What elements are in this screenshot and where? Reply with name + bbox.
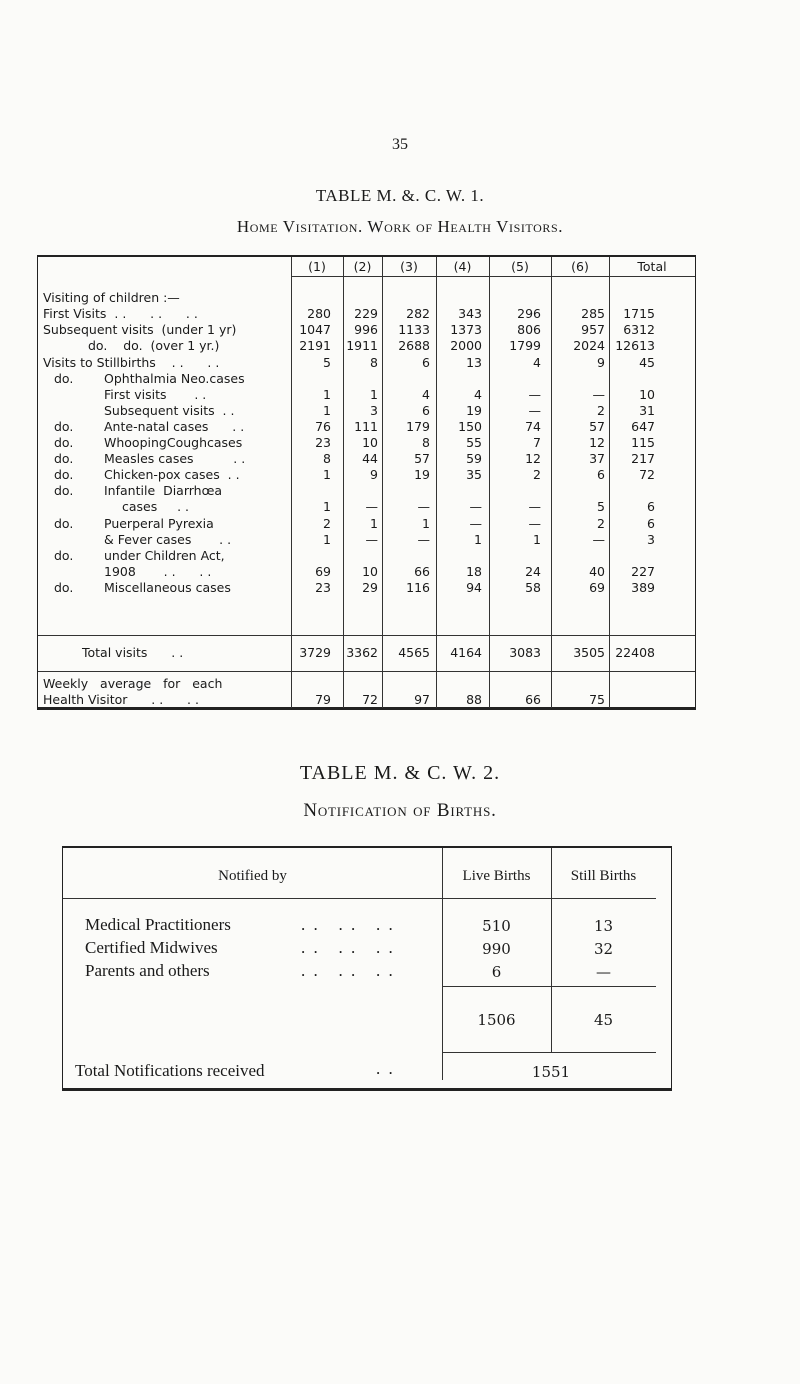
- row-label: & Fever cases . .: [104, 532, 232, 547]
- table-cell: 229: [354, 306, 378, 321]
- table-cell: 1: [323, 387, 331, 402]
- table-cell: 1: [422, 516, 430, 531]
- table-cell: 6: [647, 516, 655, 531]
- row-prefix: do.: [54, 548, 74, 563]
- row-label: Ophthalmia Neo.cases: [104, 371, 245, 386]
- table-cell: 1911: [346, 338, 378, 353]
- row-label: do. do. (over 1 yr.): [88, 338, 220, 353]
- table-cell: 8: [370, 355, 378, 370]
- column-header-still-births: Still Births: [570, 868, 637, 884]
- weekly-average-cell: 75: [589, 692, 605, 707]
- table-cell: 10: [639, 387, 655, 402]
- row-prefix: do.: [54, 483, 74, 498]
- live-births-value: 510: [482, 917, 511, 935]
- row-prefix: do.: [54, 435, 74, 450]
- table-cell: 1799: [509, 338, 541, 353]
- page-number: 35: [392, 136, 408, 153]
- table-cell: 35: [466, 467, 482, 482]
- column-header: (1): [308, 259, 326, 274]
- leader-dots: . . . . . .: [301, 938, 395, 957]
- row-prefix: do.: [54, 371, 74, 386]
- column-header: (2): [353, 259, 372, 274]
- table-cell: 1047: [299, 322, 331, 337]
- table-cell: 12: [589, 435, 605, 450]
- column-header: (3): [400, 259, 418, 274]
- table-cell: 1: [323, 499, 331, 514]
- health-visitors-table: [37, 255, 696, 710]
- table-cell: 6: [422, 403, 430, 418]
- total-visits-cell: 3729: [299, 645, 331, 660]
- row-label: Medical Practitioners: [85, 915, 231, 934]
- table-cell: 58: [525, 580, 541, 595]
- table-cell: 3: [370, 403, 378, 418]
- table-cell: —: [365, 499, 378, 514]
- subtotal-rule: [442, 986, 656, 987]
- table-cell: 227: [631, 564, 655, 579]
- total-visits-cell: 4164: [450, 645, 482, 660]
- table-cell: 45: [639, 355, 655, 370]
- table-cell: 996: [354, 322, 378, 337]
- row-label: Visits to Stillbirths . . . .: [43, 355, 220, 370]
- total-notifications-value: 1551: [531, 1063, 571, 1081]
- table-cell: 1715: [623, 306, 655, 321]
- table-cell: 18: [466, 564, 482, 579]
- table-cell: 57: [589, 419, 605, 434]
- total-visits-cell: 3083: [509, 645, 541, 660]
- leader-dots: . . . . . .: [301, 961, 395, 980]
- live-births-value: 6: [491, 963, 502, 981]
- table-cell: 12: [525, 451, 541, 466]
- live-births-value: 990: [482, 940, 511, 958]
- table-cell: 74: [525, 419, 541, 434]
- table-cell: 94: [466, 580, 482, 595]
- table-cell: 6: [422, 355, 430, 370]
- subtotal-live-births: 1506: [477, 1011, 516, 1029]
- table-cell: 2: [533, 467, 541, 482]
- table-cell: 1133: [398, 322, 430, 337]
- header-rule: [442, 898, 656, 899]
- table-cell: 2: [597, 516, 605, 531]
- row-prefix: do.: [54, 467, 74, 482]
- table-cell: 37: [589, 451, 605, 466]
- header-rule: [63, 898, 442, 899]
- table-cell: 76: [315, 419, 331, 434]
- table-cell: 57: [414, 451, 430, 466]
- notification-of-births-table: [62, 846, 672, 1091]
- table-cell: 1: [323, 467, 331, 482]
- table-cell: 10: [362, 564, 378, 579]
- table-cell: —: [417, 499, 430, 514]
- table-cell: —: [528, 387, 541, 402]
- row-label: WhoopingCoughcases: [104, 435, 243, 450]
- column-header-notified-by: Notified by: [218, 868, 287, 884]
- table-cell: 29: [362, 580, 378, 595]
- row-label: cases . .: [122, 499, 190, 514]
- table-cell: 111: [354, 419, 378, 434]
- still-births-value: 32: [593, 940, 614, 958]
- table-cell: 285: [581, 306, 605, 321]
- table-cell: 280: [307, 306, 331, 321]
- section-label: Visiting of children :—: [43, 290, 180, 305]
- table-cell: 19: [414, 467, 430, 482]
- table-cell: 1373: [450, 322, 482, 337]
- column-header: (6): [571, 259, 589, 274]
- total-rule: [38, 635, 695, 636]
- row-label: Subsequent visits (under 1 yr): [43, 322, 237, 337]
- table-cell: —: [528, 403, 541, 418]
- table-cell: —: [469, 516, 482, 531]
- table-cell: 647: [631, 419, 655, 434]
- column-header: (5): [511, 259, 529, 274]
- table-cell: 69: [589, 580, 605, 595]
- column-header: (4): [453, 259, 472, 274]
- row-prefix: do.: [54, 516, 74, 531]
- total-label: Total Notifications received: [75, 1061, 265, 1080]
- weekly-rule: [38, 671, 695, 672]
- row-label: under Children Act,: [104, 548, 225, 563]
- leader-dots: . .: [376, 1059, 395, 1078]
- table-cell: 2: [323, 516, 331, 531]
- row-label: First Visits . . . . . .: [43, 306, 198, 321]
- table-cell: 23: [315, 435, 331, 450]
- table-cell: 1: [323, 532, 331, 547]
- table-cell: 23: [315, 580, 331, 595]
- row-label: First visits . .: [104, 387, 207, 402]
- weekly-average-label: Health Visitor . . . .: [43, 692, 199, 707]
- table1-subtitle: Home Visitation. Work of Health Visitors.: [236, 217, 564, 236]
- subtotal-still-births: 45: [593, 1011, 614, 1029]
- table-cell: 115: [631, 435, 655, 450]
- row-label: Chicken-pox cases . .: [104, 467, 240, 482]
- weekly-average-cell: 66: [525, 692, 541, 707]
- table-cell: 1: [533, 532, 541, 547]
- row-label: Measles cases . .: [104, 451, 246, 466]
- table-cell: 59: [466, 451, 482, 466]
- table1-title: TABLE M. &. C. W. 1.: [315, 186, 485, 205]
- table-cell: 2191: [299, 338, 331, 353]
- table-cell: 116: [406, 580, 430, 595]
- table-cell: 5: [597, 499, 605, 514]
- table-cell: 2688: [398, 338, 430, 353]
- row-label: Certified Midwives: [85, 938, 218, 957]
- still-births-value: —: [596, 963, 611, 981]
- table-cell: 55: [466, 435, 482, 450]
- table-cell: 282: [406, 306, 430, 321]
- table-cell: 957: [581, 322, 605, 337]
- total-visits-cell: 22408: [615, 645, 655, 660]
- subtotal-rule: [442, 1052, 656, 1053]
- table-cell: 179: [406, 419, 430, 434]
- table-cell: —: [469, 499, 482, 514]
- table-cell: 40: [589, 564, 605, 579]
- row-label: Ante-natal cases . .: [104, 419, 245, 434]
- weekly-average-cell: 72: [362, 692, 378, 707]
- row-prefix: do.: [54, 419, 74, 434]
- table-cell: 2: [597, 403, 605, 418]
- table-cell: 150: [458, 419, 482, 434]
- table-cell: 3: [647, 532, 655, 547]
- column-header: Total: [637, 259, 667, 274]
- table-cell: 806: [517, 322, 541, 337]
- weekly-average-cell: 97: [414, 692, 430, 707]
- table-cell: 69: [315, 564, 331, 579]
- table-cell: 4: [422, 387, 430, 402]
- weekly-average-label: Weekly average for each: [43, 676, 223, 691]
- leader-dots: . . . . . .: [301, 915, 395, 934]
- table-cell: 19: [466, 403, 482, 418]
- table-cell: 389: [631, 580, 655, 595]
- table-cell: 4: [474, 387, 482, 402]
- table-cell: 10: [362, 435, 378, 450]
- table-cell: 1: [370, 516, 378, 531]
- table-cell: 13: [466, 355, 482, 370]
- table-cell: 66: [414, 564, 430, 579]
- table-cell: —: [528, 516, 541, 531]
- row-label: 1908 . . . .: [104, 564, 212, 579]
- table-cell: 4: [533, 355, 541, 370]
- row-prefix: do.: [54, 451, 74, 466]
- row-label: Infantile Diarrhœa: [104, 483, 223, 498]
- table-cell: 24: [525, 564, 541, 579]
- table-cell: 1: [370, 387, 378, 402]
- table-cell: 1: [323, 403, 331, 418]
- weekly-average-cell: 88: [466, 692, 482, 707]
- total-visits-cell: 4565: [398, 645, 430, 660]
- table-cell: 7: [533, 435, 541, 450]
- table2-subtitle: Notification of Births.: [303, 800, 497, 821]
- table-cell: 296: [517, 306, 541, 321]
- row-prefix: do.: [54, 580, 74, 595]
- table-cell: —: [592, 532, 605, 547]
- table-cell: —: [365, 532, 378, 547]
- table-cell: —: [417, 532, 430, 547]
- table-cell: 8: [422, 435, 430, 450]
- table-cell: 44: [362, 451, 378, 466]
- table-cell: —: [592, 387, 605, 402]
- table-cell: 2024: [573, 338, 605, 353]
- table-cell: 8: [323, 451, 331, 466]
- table-cell: 5: [323, 355, 331, 370]
- row-label: Puerperal Pyrexia: [104, 516, 214, 531]
- total-visits-label: Total visits . .: [82, 645, 184, 660]
- row-label: Miscellaneous cases: [104, 580, 231, 595]
- table-cell: 6: [647, 499, 655, 514]
- table2-title: TABLE M. & C. W. 2.: [299, 762, 501, 784]
- table-cell: 6312: [623, 322, 655, 337]
- table-cell: 343: [458, 306, 482, 321]
- table-cell: 12613: [615, 338, 655, 353]
- table-cell: 1: [474, 532, 482, 547]
- table-cell: 9: [597, 355, 605, 370]
- table-cell: 9: [370, 467, 378, 482]
- total-visits-cell: 3505: [573, 645, 605, 660]
- weekly-average-cell: 79: [315, 692, 331, 707]
- row-label: Subsequent visits . .: [104, 403, 235, 418]
- table-cell: 6: [597, 467, 605, 482]
- total-visits-cell: 3362: [346, 645, 378, 660]
- header-rule: [291, 276, 695, 277]
- row-label: Parents and others: [85, 961, 210, 980]
- table-cell: 72: [639, 467, 655, 482]
- table-cell: —: [528, 499, 541, 514]
- still-births-value: 13: [593, 917, 614, 935]
- table-cell: 217: [631, 451, 655, 466]
- column-header-live-births: Live Births: [462, 868, 531, 884]
- table-cell: 31: [639, 403, 655, 418]
- table-cell: 2000: [450, 338, 482, 353]
